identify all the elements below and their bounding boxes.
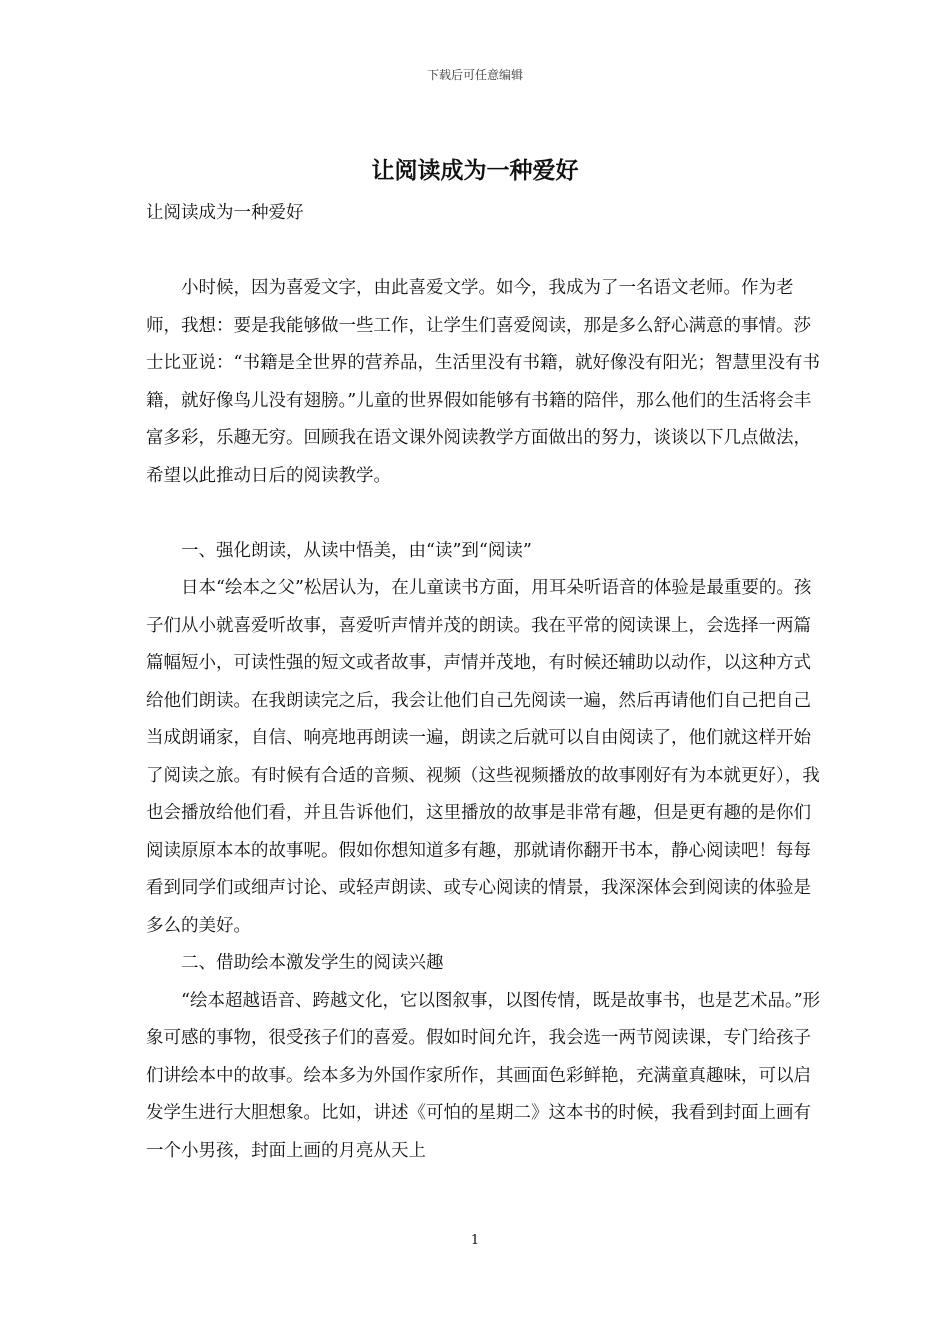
section-heading-1: 一、强化朗读，从读中悟美，由“读”到“阅读” xyxy=(181,540,532,561)
paragraph-section-1: 日本“绘本之父”松居认为，在儿童读书方面，用耳朵听语音的体验是最重要的。孩子们从小就喜爱听故事，喜爱听声情并茂的朗读。我在平常的阅读课上，会选择一两篇篇幅短小，可读性强的短文或者故事，声情并茂地，有时候还辅助以动作，以这种方式给他们朗读。在我朗读完之后，我会让他们自己先阅读一遍，然后再请他们自己把自己当成朗诵家，自信、响亮地再朗读一遍，朗读之后就可以自由阅读了，他们就这样开始了阅读之旅。有时候有合适的音频、视频（这些视频播放的故事刚好有为本就更好），我也会播放给他们看，并且告诉他们，这里播放的故事是非常有趣，但是更有趣的是你们阅读原原本本的故事呢。假如你想知道多有趣，那就请你翻开书本，静心阅读吧！每每看到同学们或细声讨论、或轻声朗读、或专心阅读的情景，我深深体会到阅读的体验是多么的美好。 xyxy=(146,578,820,936)
section-heading-2: 二、借助绘本激发学生的阅读兴趣 xyxy=(181,953,444,973)
document-subtitle: 让阅读成为一种爱好 xyxy=(146,203,304,223)
header-note: 下载后可任意编辑 xyxy=(426,68,523,82)
paragraph-section-2: “绘本超越语音、跨越文化，它以图叙事，以图传情，既是故事书，也是艺术品。”形象可感的事物，很受孩子们的喜爱。假如时间允许，我会选一两节阅读课，专门给孩子们讲绘本中的故事。绘本多为外国作家所作，其画面色彩鲜艳，充满童真趣味，可以启发学生进行大胆想象。比如，讲述《可怕的星期二》这本书的时候，我看到封面上画有一个小男孩，封面上画的月亮从天上 xyxy=(146,990,821,1161)
document-title: 让阅读成为一种爱好 xyxy=(371,157,579,184)
paragraph-intro: 小时候，因为喜爱文字，由此喜爱文学。如今，我成为了一名语文老师。作为老师，我想：要是我能够做一些工作，让学生们喜爱阅读，那是多么舒心满意的事情。莎士比亚说：“书籍是全世界的营养品，生活里没有书籍，就好像没有阳光；智慧里没有书籍，就好像鸟儿没有翅膀。”儿童的世界假如能够有书籍的陪伴，那么他们的生活将会丰富多彩，乐趣无穷。回顾我在语文课外阅读教学方面做出的努力，谈谈以下几点做法，希望以此推动日后的阅读教学。 xyxy=(146,278,820,486)
document-body xyxy=(146,195,822,1170)
page-number: 1 xyxy=(470,1233,480,1248)
